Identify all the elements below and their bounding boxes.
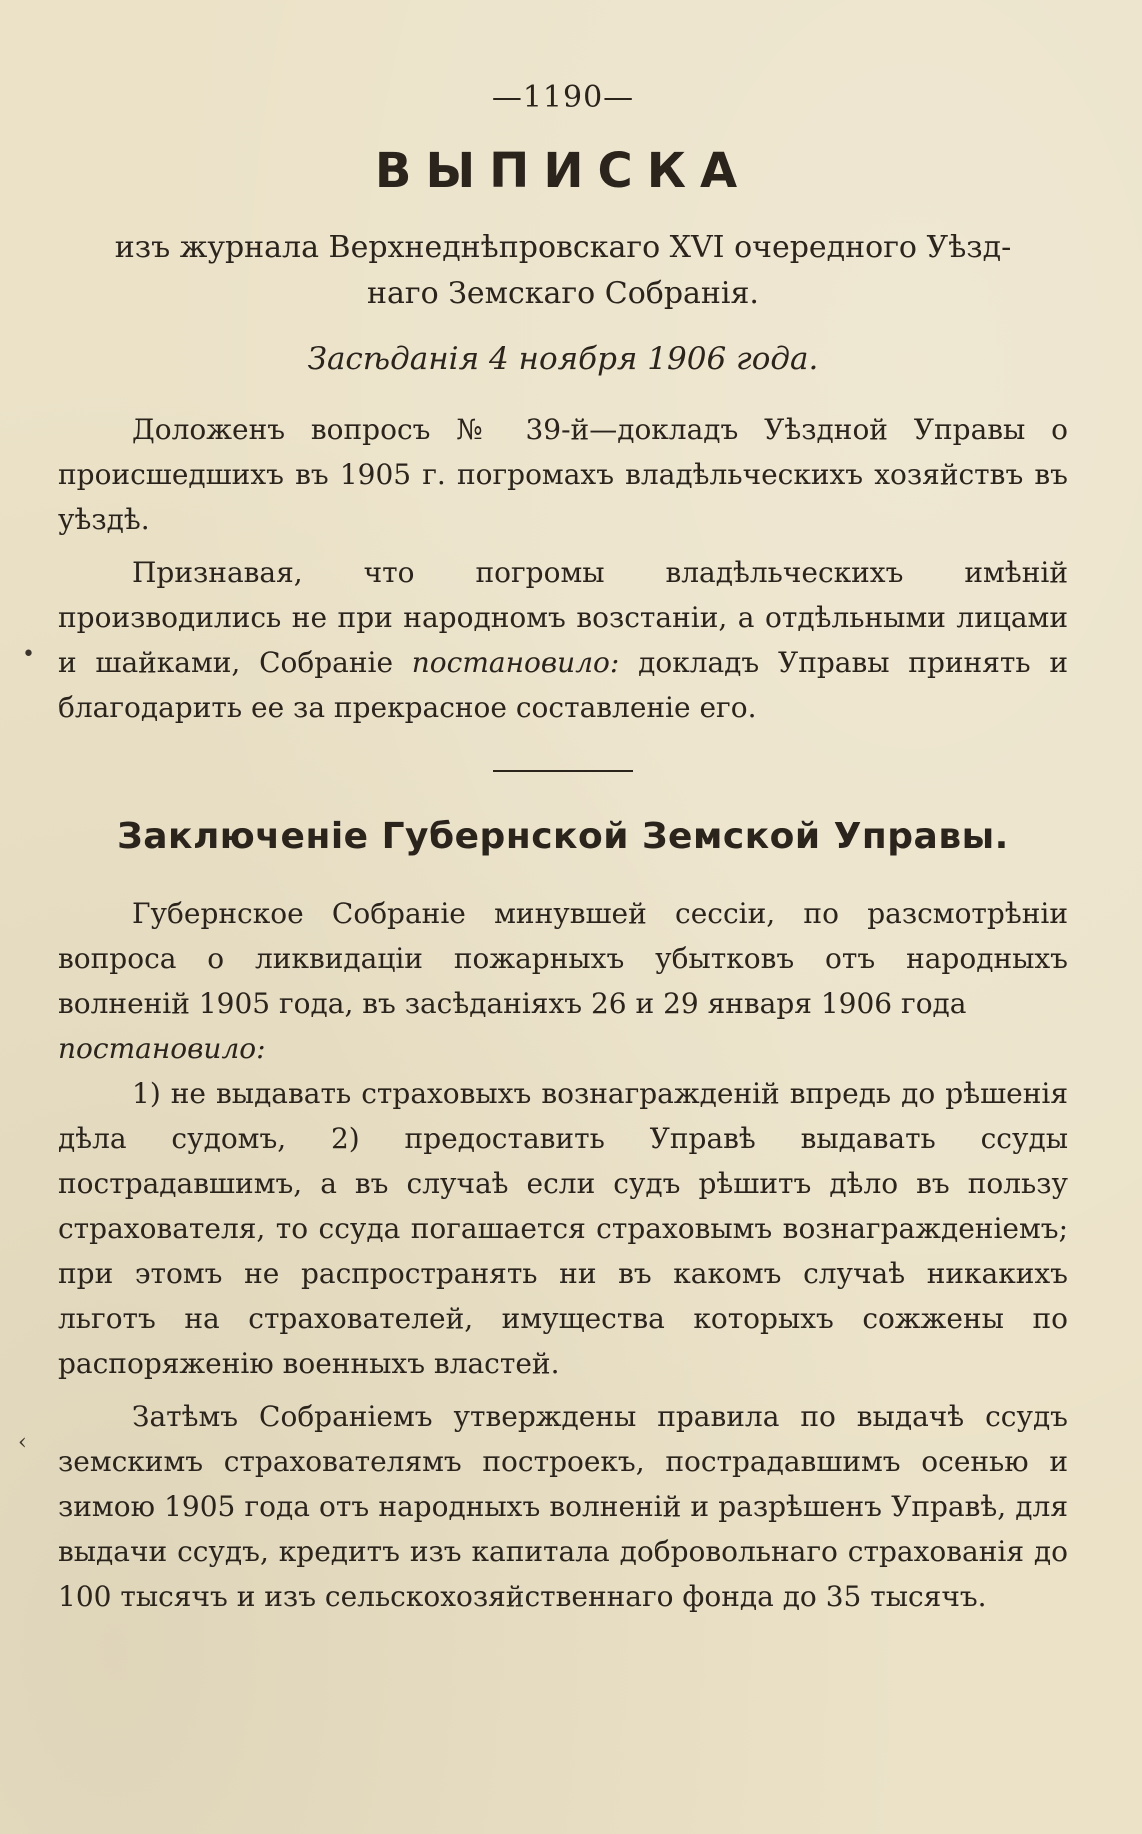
conclusion-decision-paragraph: 1) не выдавать страховыхъ вознагражденій впредь до рѣшенія дѣла судомъ, 2) предоставить Управѣ выдавать ссуды пострадавшимъ, а въ случаѣ если судъ рѣшитъ дѣло въ пользу страхователя, то ссуда погашается страховымъ вознагражденіемъ; при этомъ не распространять ни въ какомъ случаѣ никакихъ льготъ на страхователей, имущества которыхъ сожжены по распоряженію военныхъ властей. <box>58 1077 1068 1380</box>
document-subtitle <box>58 225 1068 317</box>
resolution-text: докладъ Управы принять и благодарить ее за прекрасное составленіе его. <box>58 646 1068 724</box>
decree-word: постановило: <box>411 646 620 679</box>
page-number: —1190— <box>491 80 635 115</box>
subtitle-line: наго Земскаго Собранія. <box>367 276 759 311</box>
decree-label-line <box>58 1026 1068 1071</box>
decree-word: постановило: <box>58 1032 266 1065</box>
resolution-text: Признавая, что погромы владѣльческихъ имѣній производились не при народномъ возстаніи, а отдѣльными лицами и шайками, Собраніе <box>58 556 1068 679</box>
margin-mark-dot: • <box>22 642 35 667</box>
margin-mark-bracket: ‹ <box>18 1430 27 1455</box>
session-date: Засѣданія 4 ноября 1906 года. <box>307 341 819 377</box>
subtitle-line: изъ журнала Верхнеднѣпровскаго XVI очередного Уѣзд- <box>114 230 1012 265</box>
document-title: ВЫПИСКА <box>374 143 752 199</box>
page-content <box>58 80 1068 1619</box>
report-paragraph: Доложенъ вопросъ № 39-й—докладъ Уѣздной Управы о происшедшихъ въ 1905 г. погромахъ владѣльческихъ хозяйствъ въ уѣздѣ. <box>58 413 1068 536</box>
conclusion-rules-paragraph: Затѣмъ Собраніемъ утверждены правила по выдачѣ ссудъ земскимъ страхователямъ построекъ, пострадавшимъ осенью и зимою 1905 года отъ народныхъ волненій и разрѣшенъ Управѣ, для выдачи ссудъ, кредитъ изъ капитала добровольнаго страхованія до 100 тысячъ и изъ сельскохозяйственнаго фонда до 35 тысячъ. <box>58 1400 1068 1613</box>
section-separator <box>493 770 633 772</box>
report-resolution-paragraph <box>58 550 1068 730</box>
conclusion-paragraph: Губернское Собраніе минувшей сессіи, по разсмотрѣніи вопроса о ликвидаціи пожарныхъ убытковъ отъ народныхъ волненій 1905 года, въ засѣданіяхъ 26 и 29 января 1906 года <box>58 897 1068 1020</box>
section-heading: Заключеніе Губернской Земской Управы. <box>117 816 1009 857</box>
